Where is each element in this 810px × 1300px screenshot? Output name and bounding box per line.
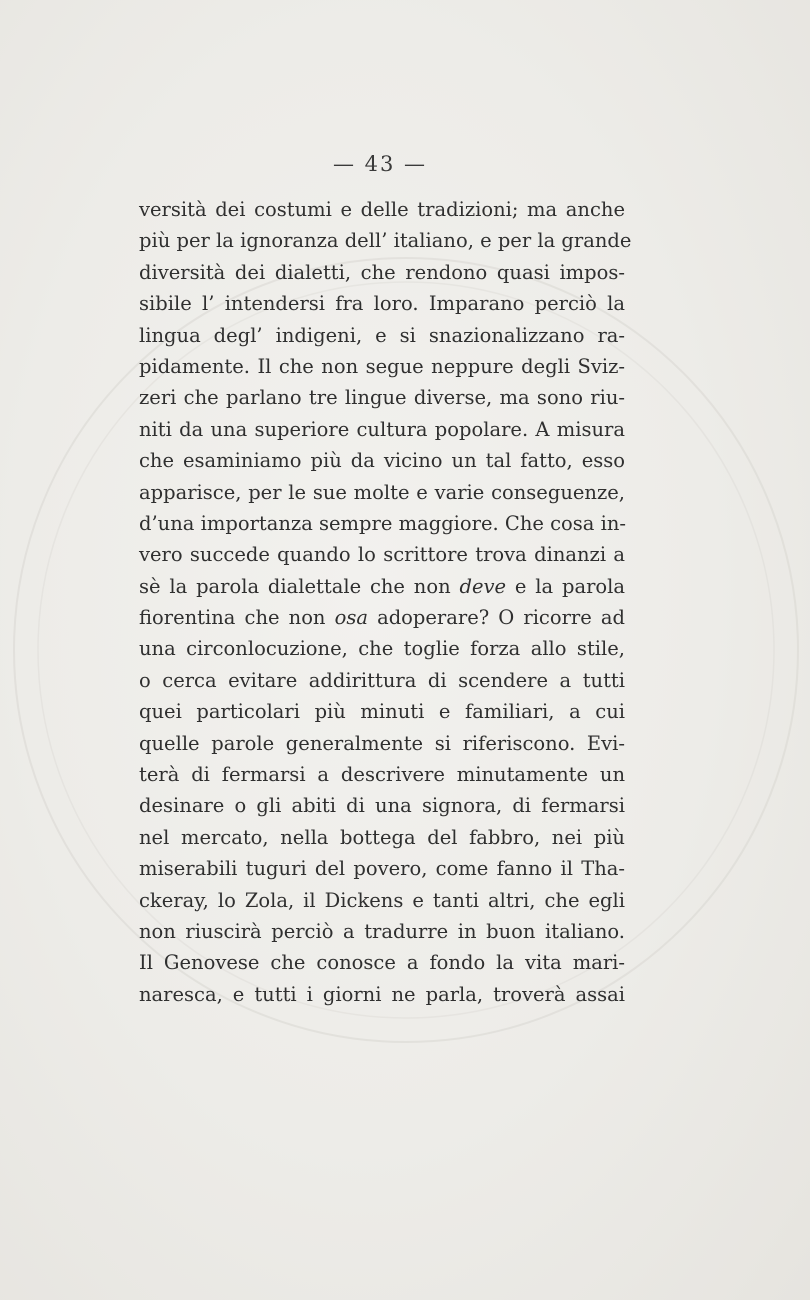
text-line-21: nel mercato, nella bottega del fabbro, nei più bbox=[139, 825, 625, 849]
text-line-2: più per la ignoranza dell’ italiano, e per la grande bbox=[139, 229, 632, 253]
text-line-24: non riuscirà perciò a tradurre in buon italiano. bbox=[139, 919, 625, 943]
text-line-5: lingua degl’ indigeni, e si snazionalizzano ra- bbox=[139, 323, 625, 347]
text-line-12: vero succede quando lo scrittore trova dinanzi a bbox=[139, 543, 625, 567]
body-text bbox=[139, 194, 632, 1010]
text-line-13-start: sè la parola dialettale che non bbox=[139, 574, 460, 598]
italic-word-deve: deve bbox=[459, 574, 507, 598]
text-line-13-end: e la parola bbox=[506, 574, 625, 598]
text-line-19: terà di fermarsi a descrivere minutamente un bbox=[139, 763, 625, 787]
text-line-17: quei particolari più minuti e familiari, a cui bbox=[139, 700, 625, 724]
text-line-23: ckeray, lo Zola, il Dickens e tanti altri, che egli bbox=[139, 888, 625, 912]
text-line-14-start: fiorentina che non bbox=[139, 606, 335, 630]
text-line-26: naresca, e tutti i giorni ne parla, troverà assai bbox=[139, 982, 625, 1006]
text-line-25: Il Genovese che conosce a fondo la vita mari- bbox=[139, 951, 625, 975]
text-line-3: diversità dei dialetti, che rendono quasi impos- bbox=[139, 260, 625, 284]
text-line-4: sibile l’ intendersi fra loro. Imparano perciò la bbox=[139, 292, 625, 316]
text-line-11: d’una importanza sempre maggiore. Che cosa in- bbox=[139, 511, 627, 535]
text-line-13 bbox=[139, 571, 625, 602]
italic-word-osa: osa bbox=[334, 606, 368, 630]
text-line-20: desinare o gli abiti di una signora, di fermarsi bbox=[139, 794, 625, 818]
text-line-1: versità dei costumi e delle tradizioni; ma anche bbox=[139, 198, 625, 221]
text-line-15: una circonlocuzione, che toglie forza allo stile, bbox=[139, 637, 625, 661]
text-line-8: niti da una superiore cultura popolare. A misura bbox=[139, 417, 625, 441]
text-line-22: miserabili tuguri del povero, come fanno il Tha- bbox=[139, 857, 625, 881]
text-line-18: quelle parole generalmente si riferiscono. Evi- bbox=[139, 731, 625, 755]
text-line-7: zeri che parlano tre lingue diverse, ma sono riu- bbox=[139, 386, 625, 410]
text-line-6: pidamente. Il che non segue neppure degli Sviz- bbox=[139, 354, 625, 378]
text-line-16: o cerca evitare addirittura di scendere a tutti bbox=[139, 668, 625, 692]
text-line-14-end: adoperare? O ricorre ad bbox=[367, 606, 625, 630]
text-line-10: apparisce, per le sue molte e varie conseguenze, bbox=[139, 480, 625, 504]
text-line-14 bbox=[139, 602, 625, 633]
page-number: — 43 — bbox=[332, 152, 428, 176]
text-line-9: che esaminiamo più da vicino un tal fatto, esso bbox=[139, 449, 625, 473]
